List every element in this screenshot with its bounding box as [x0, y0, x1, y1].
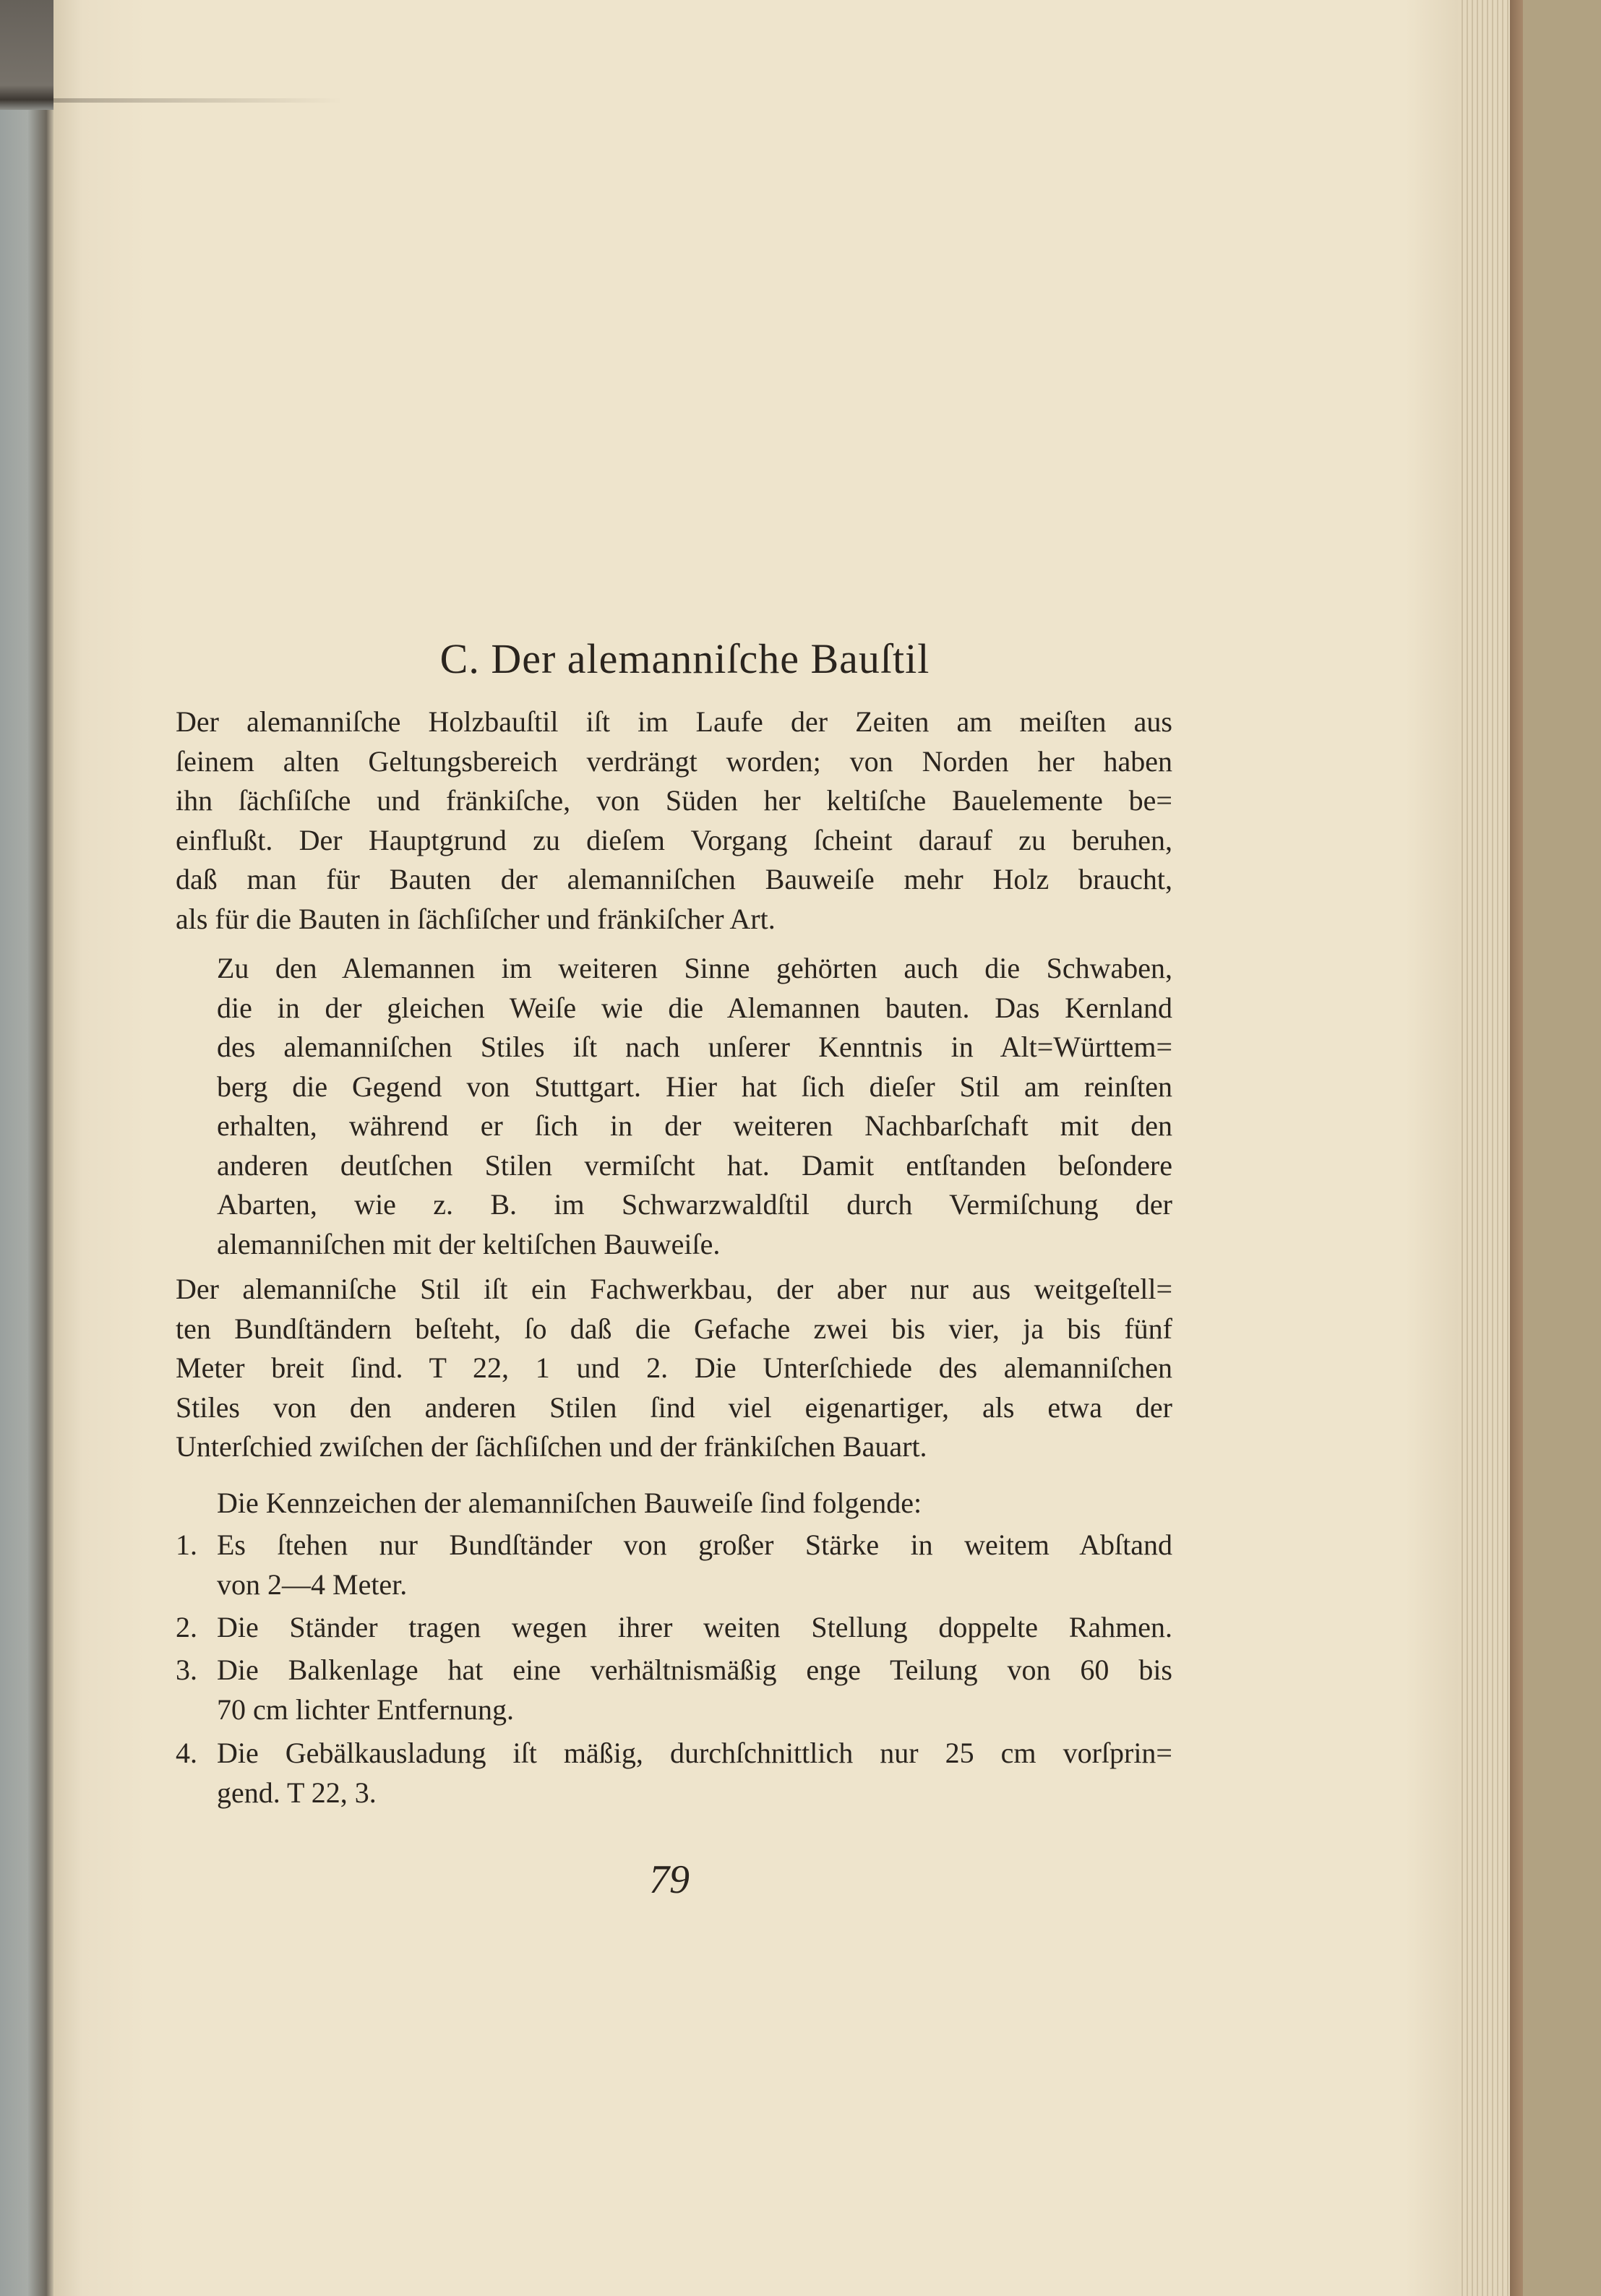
- text-line: gend. T 22, 3.: [217, 1776, 377, 1809]
- text-line: Unterſchied zwiſchen der ſächſiſchen und der fränkiſchen Bauart.: [176, 1430, 927, 1463]
- text-line: Der alemanniſche Holzbauſtil iſt im Laufe der Zeiten am meiſten aus: [176, 705, 1172, 738]
- text-line: Die Gebälkausladung iſt mäßig, durchſchnittlich nur 25 cm vorſprin=: [217, 1737, 1172, 1769]
- text-line: Die Ständer tragen wegen ihrer weiten Stellung doppelte Rahmen.: [217, 1611, 1172, 1643]
- paragraph-alemannen: [217, 949, 1172, 1264]
- list-item-text: [217, 1526, 1172, 1604]
- list-number: 1.: [176, 1528, 197, 1561]
- list-number: 4.: [176, 1737, 197, 1769]
- text-line: erhalten, während er ſich in der weiteren Nachbarſchaft mit den: [217, 1109, 1172, 1142]
- text-line: als für die Bauten in ſächſiſcher und fränkiſcher Art.: [176, 902, 776, 935]
- text-line: Abarten, wie z. B. im Schwarzwaldſtil durch Vermiſchung der: [217, 1188, 1172, 1221]
- list-number: 2.: [176, 1611, 197, 1643]
- text-line: ten Bundſtändern beſteht, ſo daß die Gefache zwei bis vier, ja bis fünf: [176, 1312, 1172, 1345]
- list-item-text: [217, 1608, 1172, 1648]
- text-line: 70 cm lichter Entfernung.: [217, 1693, 514, 1726]
- section-heading: C. Der alemanniſche Bauſtil: [439, 635, 930, 682]
- text-line: anderen deutſchen Stilen vermiſcht hat. Damit entſtanden beſondere: [217, 1148, 1172, 1182]
- text-line: Die Balkenlage hat eine verhältnismäßig enge Teilung von 60 bis: [217, 1654, 1172, 1686]
- binding-shadow: [0, 0, 53, 110]
- paragraph-fachwerk: [176, 1270, 1172, 1467]
- text-line: ſeinem alten Geltungsbereich verdrängt worden; von Norden her haben: [176, 744, 1172, 778]
- text-line: ihn ſächſiſche und fränkiſche, von Süden her keltiſche Bauelemente be=: [176, 784, 1172, 817]
- text-line: Es ſtehen nur Bundſtänder von großer Stärke in weitem Abſtand: [217, 1528, 1172, 1561]
- page-top-shadow: [53, 98, 1458, 103]
- paragraph-intro: [176, 702, 1172, 939]
- text-line: einflußt. Der Hauptgrund zu dieſem Vorgang ſcheint darauf zu beruhen,: [176, 823, 1172, 856]
- page-edges: [1458, 0, 1510, 2296]
- text-line: des alemanniſchen Stiles iſt nach unſerer Kenntnis in Alt=Württem=: [217, 1031, 1172, 1063]
- list-item-text: [217, 1651, 1172, 1729]
- text-line: von 2—4 Meter.: [217, 1568, 408, 1601]
- text-line: daß man für Bauten der alemanniſchen Bauweiſe mehr Holz braucht,: [176, 863, 1172, 895]
- text-line: Die Kennzeichen der alemanniſchen Bauweiſe ſind folgende:: [217, 1487, 922, 1519]
- facing-page-gutter: [0, 0, 53, 2296]
- paragraph-kennzeichen-intro: [217, 1484, 1172, 1523]
- book-cover-edge: [1510, 0, 1523, 2296]
- text-line: die in der gleichen Weiſe wie die Alemannen bauten. Das Kernland: [217, 991, 1172, 1024]
- list-number: 3.: [176, 1654, 197, 1686]
- list-item-text: [217, 1734, 1172, 1813]
- text-line: Meter breit ſind. T 22, 1 und 2. Die Unterſchiede des alemanniſchen: [176, 1351, 1172, 1384]
- text-line: berg die Gegend von Stuttgart. Hier hat ſich dieſer Stil am reinſten: [217, 1070, 1172, 1103]
- text-line: Der alemanniſche Stil iſt ein Fachwerkbau, der aber nur aus weitgeſtell=: [176, 1273, 1172, 1305]
- page-number: 79: [649, 1857, 690, 1902]
- text-line: Stiles von den anderen Stilen ſind viel eigenartiger, als etwa der: [176, 1390, 1172, 1424]
- text-line: alemanniſchen mit der keltiſchen Bauweiſe.: [217, 1227, 721, 1260]
- text-line: Zu den Alemannen im weiteren Sinne gehörten auch die Schwaben,: [217, 952, 1172, 984]
